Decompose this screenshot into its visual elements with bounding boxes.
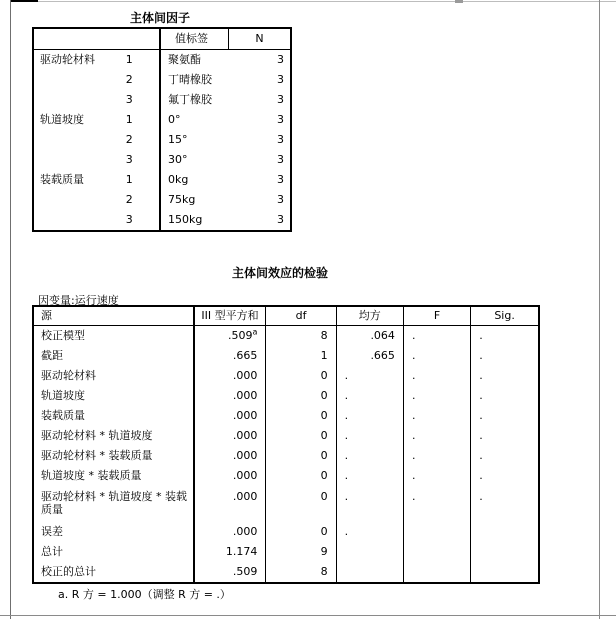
sig-value	[471, 542, 539, 562]
output-pane-left-border	[10, 0, 11, 619]
table-row[interactable]	[33, 50, 291, 71]
effects-test-title: 主体间效应的检验	[232, 266, 329, 280]
f-value: .	[403, 486, 470, 522]
n-count: 3	[277, 153, 284, 166]
factor-level: 3	[125, 93, 133, 106]
df-value: 0	[266, 466, 336, 486]
table-row[interactable]	[33, 406, 539, 426]
source-label: 校正模型	[33, 326, 194, 347]
sig-value: .	[471, 426, 539, 446]
value-label: 0°	[160, 110, 229, 130]
source-label: 装载质量	[33, 406, 194, 426]
table-row[interactable]	[33, 110, 291, 130]
source-label: 校正的总计	[33, 562, 194, 583]
mean-square: .	[336, 386, 403, 406]
factor-level: 1	[125, 113, 133, 126]
source-label: 驱动轮材料	[33, 366, 194, 386]
factor-level: 1	[125, 53, 133, 66]
table-row[interactable]	[33, 346, 539, 366]
table-row[interactable]	[33, 190, 291, 210]
mean-square: .064	[336, 326, 403, 347]
header-factor	[33, 28, 126, 50]
table-row[interactable]	[33, 542, 539, 562]
value-label: 75kg	[160, 190, 229, 210]
table-row[interactable]	[33, 386, 539, 406]
header-sum-of-squares: III 型平方和	[194, 306, 266, 326]
table-row[interactable]	[33, 426, 539, 446]
table-row[interactable]	[33, 366, 539, 386]
mean-square	[336, 542, 403, 562]
source-label: 截距	[33, 346, 194, 366]
df-value: 0	[266, 386, 336, 406]
factor-name	[33, 190, 126, 210]
sum-of-squares: .000	[194, 446, 266, 466]
factor-name	[33, 130, 126, 150]
n-count: 3	[277, 73, 284, 86]
f-value: .	[403, 366, 470, 386]
f-value: .	[403, 446, 470, 466]
f-value: .	[403, 406, 470, 426]
sum-of-squares: .509	[194, 562, 266, 583]
mean-square: .	[336, 522, 403, 542]
source-label: 总计	[33, 542, 194, 562]
factor-level: 2	[125, 193, 133, 206]
sig-value: .	[471, 346, 539, 366]
sig-value	[471, 522, 539, 542]
n-count: 3	[277, 173, 284, 186]
value-label: 15°	[160, 130, 229, 150]
value-label: 丁晴橡胶	[160, 70, 229, 90]
between-factors-title: 主体间因子	[130, 11, 191, 25]
f-value: .	[403, 326, 470, 347]
n-count: 3	[277, 113, 284, 126]
n-count: 3	[277, 133, 284, 146]
top-edge-segment	[10, 0, 38, 2]
header-f: F	[403, 306, 470, 326]
sum-of-squares: .000	[194, 522, 266, 542]
df-value: 0	[266, 406, 336, 426]
header-level	[126, 28, 160, 50]
sig-value	[471, 562, 539, 583]
sig-value: .	[471, 466, 539, 486]
mean-square: .	[336, 486, 403, 522]
df-value: 0	[266, 486, 336, 522]
table-row[interactable]	[33, 130, 291, 150]
table-header-row	[33, 28, 291, 50]
sum-of-squares: 1.174	[194, 542, 266, 562]
factor-level: 3	[125, 213, 133, 226]
factor-name	[33, 210, 126, 231]
sum-of-squares: .000	[194, 486, 266, 522]
f-value: .	[403, 466, 470, 486]
value-label: 0kg	[160, 170, 229, 190]
sum-of-squares: .000	[194, 366, 266, 386]
n-count: 3	[277, 53, 284, 66]
sig-value: .	[471, 366, 539, 386]
table-row[interactable]	[33, 446, 539, 466]
table-row[interactable]	[33, 210, 291, 231]
df-value: 8	[266, 562, 336, 583]
value-label: 聚氨酯	[160, 50, 229, 71]
df-value: 0	[266, 446, 336, 466]
df-value: 0	[266, 426, 336, 446]
factor-name: 装载质量	[40, 173, 84, 186]
value-label: 氟丁橡胶	[160, 90, 229, 110]
sum-of-squares: .509$^a$	[194, 326, 266, 347]
sig-value: .	[471, 486, 539, 522]
table-header-row	[33, 306, 539, 326]
sum-of-squares: .000	[194, 466, 266, 486]
source-label: 驱动轮材料 * 轨道坡度 * 装载质量	[33, 486, 194, 522]
table-row[interactable]	[33, 90, 291, 110]
header-source: 源	[33, 306, 194, 326]
output-pane-bottom-border	[0, 615, 616, 616]
mean-square: .665	[336, 346, 403, 366]
mean-square: .	[336, 426, 403, 446]
sig-value: .	[471, 386, 539, 406]
factor-level: 2	[125, 73, 133, 86]
source-label: 轨道坡度	[33, 386, 194, 406]
source-label: 驱动轮材料 * 装载质量	[33, 446, 194, 466]
n-count: 3	[277, 213, 284, 226]
window-top-edge	[0, 0, 616, 5]
factor-level: 3	[125, 153, 133, 166]
factor-level: 2	[125, 133, 133, 146]
f-value	[403, 542, 470, 562]
sum-of-squares: .000	[194, 426, 266, 446]
header-df: df	[266, 306, 336, 326]
df-value: 9	[266, 542, 336, 562]
sig-value: .	[471, 406, 539, 426]
f-value: .	[403, 386, 470, 406]
factor-name: 驱动轮材料	[40, 53, 95, 66]
df-value: 0	[266, 366, 336, 386]
table-row[interactable]	[33, 326, 539, 347]
f-value	[403, 562, 470, 583]
sum-of-squares: .000	[194, 386, 266, 406]
source-label: 驱动轮材料 * 轨道坡度	[33, 426, 194, 446]
table-row[interactable]	[33, 562, 539, 583]
factor-name	[33, 150, 126, 170]
f-value: .	[403, 426, 470, 446]
table-row[interactable]	[33, 170, 291, 190]
mean-square	[336, 562, 403, 583]
source-label: 误差	[33, 522, 194, 542]
header-n: N	[229, 28, 291, 50]
n-count: 3	[277, 193, 284, 206]
mean-square: .	[336, 466, 403, 486]
sum-of-squares: .000	[194, 406, 266, 426]
sig-value: .	[471, 446, 539, 466]
header-sig: Sig.	[471, 306, 539, 326]
table-row[interactable]	[33, 486, 539, 522]
n-count: 3	[277, 93, 284, 106]
df-value: 1	[266, 346, 336, 366]
effects-test-table[interactable]	[32, 305, 540, 584]
factor-name	[33, 70, 126, 90]
mean-square: .	[336, 446, 403, 466]
top-edge-marker	[455, 0, 463, 3]
table-row[interactable]	[33, 70, 291, 90]
sum-of-squares: .665	[194, 346, 266, 366]
f-value: .	[403, 346, 470, 366]
sig-value: .	[471, 326, 539, 347]
df-value: 0	[266, 522, 336, 542]
factor-level: 1	[125, 173, 133, 186]
header-value-label: 值标签	[160, 28, 229, 50]
mean-square: .	[336, 406, 403, 426]
table-footnote: a. R 方 = 1.000（调整 R 方 = .）	[58, 588, 231, 601]
table-row[interactable]	[33, 522, 539, 542]
factor-name: 轨道坡度	[40, 113, 84, 126]
footnote-marker: a	[252, 327, 258, 337]
top-edge-line	[38, 1, 616, 2]
value-label: 30°	[160, 150, 229, 170]
output-pane-right-border	[599, 0, 600, 619]
header-mean-square: 均方	[336, 306, 403, 326]
value-label: 150kg	[160, 210, 229, 231]
mean-square: .	[336, 366, 403, 386]
factor-name	[33, 90, 126, 110]
table-row[interactable]	[33, 150, 291, 170]
dependent-variable-label: 因变量:运行速度	[38, 294, 119, 307]
df-value: 8	[266, 326, 336, 347]
between-factors-table[interactable]	[32, 27, 292, 232]
source-label: 轨道坡度 * 装载质量	[33, 466, 194, 486]
f-value	[403, 522, 470, 542]
table-row[interactable]	[33, 466, 539, 486]
